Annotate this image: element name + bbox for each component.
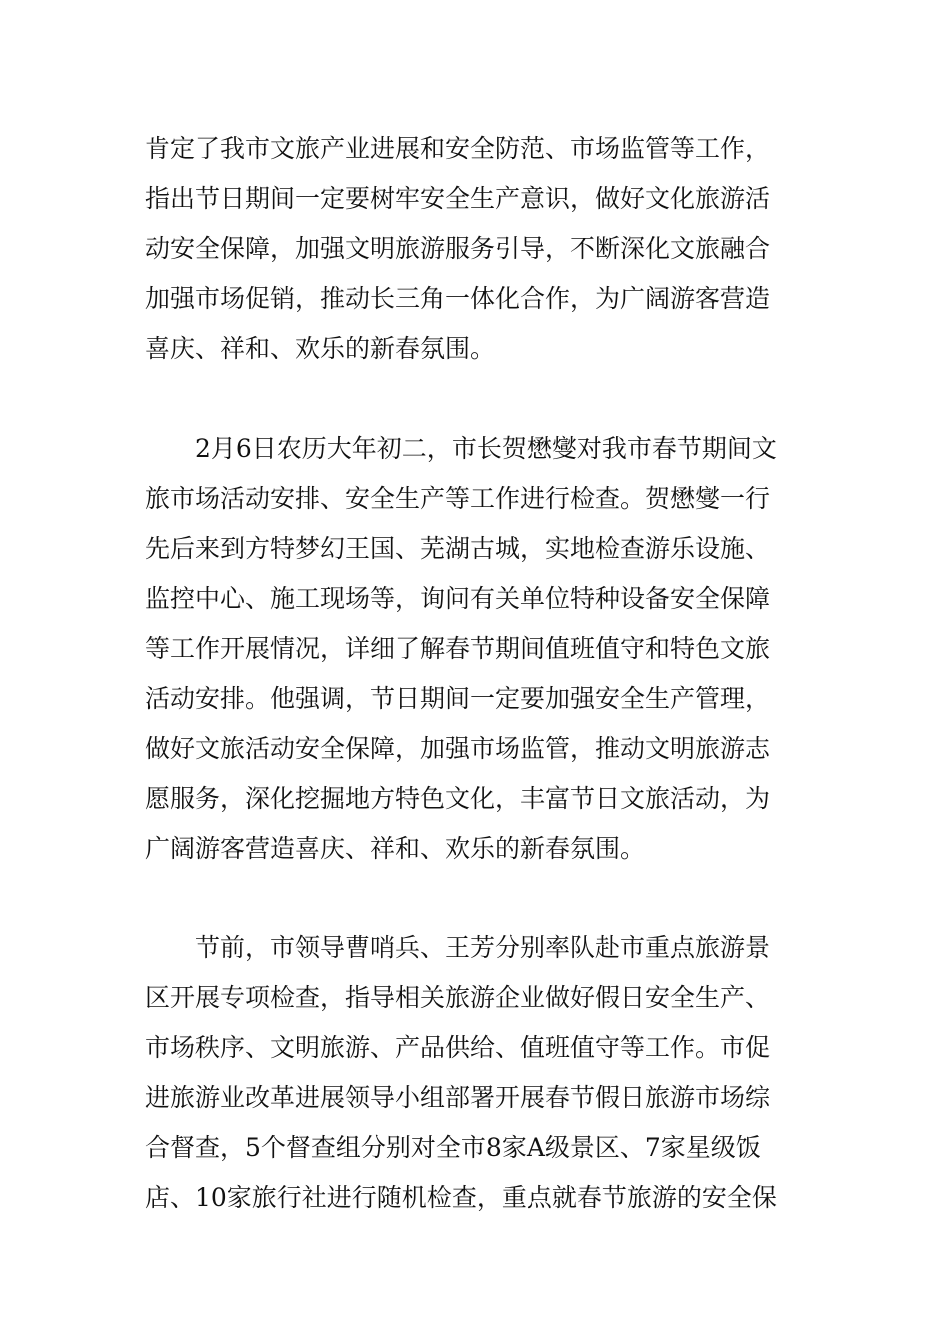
text-line: 做好文旅活动安全保障，加强市场监管，推动文明旅游志 [145, 734, 771, 763]
text-line: 肯定了我市文旅产业进展和安全防范、市场监管等工作， [145, 134, 771, 163]
text-line: 愿服务，深化挖掘地方特色文化，丰富节日文旅活动，为 [145, 784, 771, 813]
text-line: 区开展专项检查，指导相关旅游企业做好假日安全生产、 [145, 983, 771, 1012]
text-line: 节前，市领导曹哨兵、王芳分别率队赴市重点旅游景 [145, 933, 771, 962]
text-line: 旅市场活动安排、安全生产等工作进行检查。贺懋燮一行 [145, 484, 771, 513]
text-line: 合督查，5个督查组分别对全市8家A级景区、7家星级饭 [145, 1133, 761, 1162]
text-line: 监控中心、施工现场等，询问有关单位特种设备安全保障 [145, 584, 771, 613]
text-line: 动安全保障，加强文明旅游服务引导，不断深化文旅融合 [145, 234, 771, 263]
paragraph-1 [145, 124, 810, 374]
text-line: 2月6日农历大年初二，市长贺懋燮对我市春节期间文 [145, 434, 777, 463]
text-line: 等工作开展情况，详细了解春节期间值班值守和特色文旅 [145, 634, 771, 663]
text-line: 店、10家旅行社进行随机检查，重点就春节旅游的安全保 [145, 1183, 777, 1212]
text-line: 活动安排。他强调，节日期间一定要加强安全生产管理， [145, 684, 771, 713]
text-line: 加强市场促销，推动长三角一体化合作，为广阔游客营造 [145, 284, 771, 313]
text-line: 进旅游业改革进展领导小组部署开展春节假日旅游市场综 [145, 1083, 771, 1112]
text-line: 指出节日期间一定要树牢安全生产意识，做好文化旅游活 [145, 184, 771, 213]
paragraph-3 [145, 923, 810, 1223]
text-line: 喜庆、祥和、欢乐的新春氛围。 [145, 334, 496, 363]
text-line: 广阔游客营造喜庆、祥和、欢乐的新春氛围。 [145, 834, 646, 863]
text-line: 先后来到方特梦幻王国、芜湖古城，实地检查游乐设施、 [145, 534, 771, 563]
paragraph-2 [145, 424, 810, 874]
text-line: 市场秩序、文明旅游、产品供给、值班值守等工作。市促 [145, 1033, 771, 1062]
